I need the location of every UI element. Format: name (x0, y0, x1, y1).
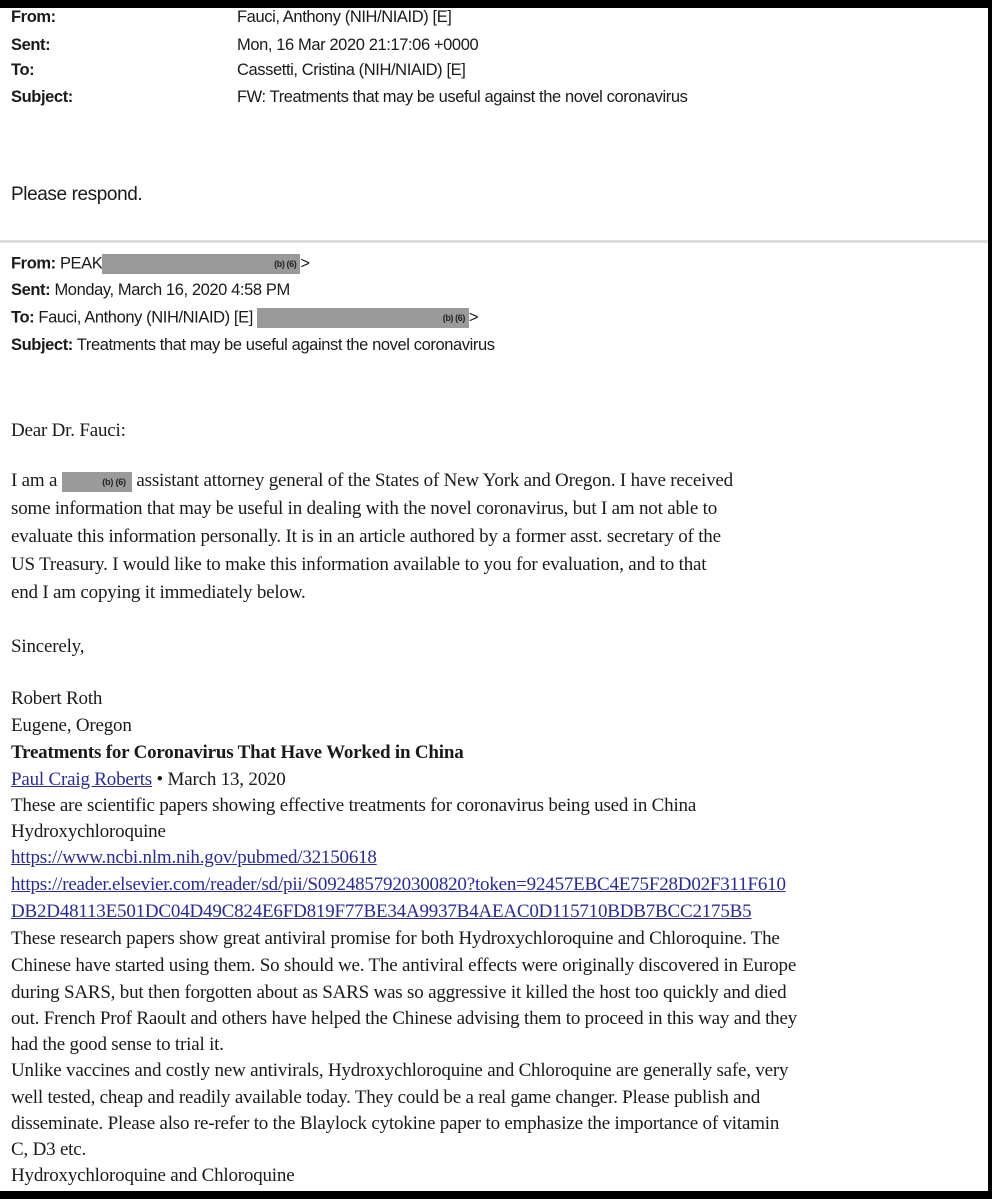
outer-body: Please respond. (11, 184, 143, 205)
author-link[interactable]: Paul Craig Roberts (11, 769, 152, 790)
bracket: > (468, 308, 479, 327)
to-value: Cassetti, Cristina (NIH/NIAID) [E] (237, 61, 466, 79)
inner-from-label: From: (11, 254, 56, 273)
inner-to-label: To: (11, 308, 35, 327)
sent-label: Sent: (11, 36, 51, 54)
elsevier-link[interactable]: https://reader.elsevier.com/reader/sd/pii/S0924857920300820?token=92457EBC4E75F28D02F311F610 (11, 874, 786, 895)
closing: Sincerely, (11, 636, 85, 657)
subject-value: FW: Treatments that may be useful against the novel coronavirus (237, 88, 688, 106)
article-byline (11, 769, 286, 791)
text: assistant attorney general of the States of New York and Oregon. I have received (136, 470, 733, 491)
paragraph-line: evaluate this information personally. It is in an article authored by a former asst. secretary of the (11, 526, 721, 547)
paragraph-line: end I am copying it immediately below. (11, 582, 306, 603)
inner-subject-value: Treatments that may be useful against the novel coronavirus (76, 336, 495, 354)
inner-to (11, 308, 478, 328)
paragraph-line: US Treasury. I would like to make this information available to you for evaluation, and to that (11, 554, 707, 575)
greeting: Dear Dr. Fauci: (11, 420, 126, 441)
body-line: Hydroxychloroquine and Chloroquine (11, 1165, 295, 1186)
body-line: had the good sense to trial it. (11, 1034, 224, 1055)
text: I am a (11, 470, 58, 491)
redaction-box: (b) (6) (62, 472, 132, 492)
body-line: out. French Prof Raoult and others have helped the Chinese advising them to proceed in this way and they (11, 1008, 797, 1029)
from-label: From: (11, 8, 56, 26)
body-line: well tested, cheap and readily available today. They could be a real game changer. Please publish and (11, 1087, 761, 1108)
article-intro: These are scientific papers showing effective treatments for coronavirus being used in China (11, 795, 697, 816)
inner-subject (11, 336, 495, 355)
inner-sent (11, 281, 290, 300)
body-line: during SARS, but then forgotten about as SARS was so aggressive it killed the host too quickly and died (11, 982, 787, 1003)
from-value: Fauci, Anthony (NIH/NIAID) [E] (237, 8, 452, 26)
redaction-box: (b) (6) (102, 254, 300, 274)
inner-from (11, 254, 310, 274)
body-line: Unlike vaccines and costly new antivirals, Hydroxychloroquine and Chloroquine are generally safe, very (11, 1060, 789, 1081)
body-line: disseminate. Please also re-refer to the Blaylock cytokine paper to emphasize the importance of vitamin (11, 1113, 780, 1134)
body-line: Chinese have started using them. So should we. The antiviral effects were originally discovered in Europe (11, 955, 797, 976)
to-label: To: (11, 61, 35, 79)
divider (0, 240, 988, 243)
bracket: > (300, 254, 310, 273)
paragraph-line (11, 470, 733, 492)
subject-label: Subject: (11, 88, 73, 106)
inner-subject-label: Subject: (11, 336, 73, 354)
body-line: C, D3 etc. (11, 1139, 87, 1160)
elsevier-link-cont[interactable]: DB2D48113E501DC04D49C824E6FD819F77BE34A9937B4AEAC0D115710BDB7BCC2175B5 (11, 901, 752, 922)
signature-location: Eugene, Oregon (11, 715, 132, 736)
pubmed-link[interactable]: https://www.ncbi.nlm.nih.gov/pubmed/32150618 (11, 847, 377, 868)
drug-name: Hydroxychloroquine (11, 821, 166, 842)
paragraph-line: some information that may be useful in dealing with the novel coronavirus, but I am not able to (11, 498, 717, 519)
signature-name: Robert Roth (11, 688, 103, 709)
inner-from-value: PEAK (59, 254, 103, 273)
inner-to-value: Fauci, Anthony (NIH/NIAID) [E] (38, 308, 253, 327)
article-date: • March 13, 2020 (152, 769, 286, 790)
body-line: These research papers show great antiviral promise for both Hydroxychloroquine and Chloroquine. The (11, 928, 780, 949)
inner-sent-value: Monday, March 16, 2020 4:58 PM (54, 281, 290, 299)
article-title: Treatments for Coronavirus That Have Worked in China (11, 742, 464, 763)
email-document (0, 8, 988, 1191)
redaction-box: (b) (6) (257, 308, 469, 328)
sent-value: Mon, 16 Mar 2020 21:17:06 +0000 (237, 36, 479, 54)
inner-sent-label: Sent: (11, 281, 51, 299)
